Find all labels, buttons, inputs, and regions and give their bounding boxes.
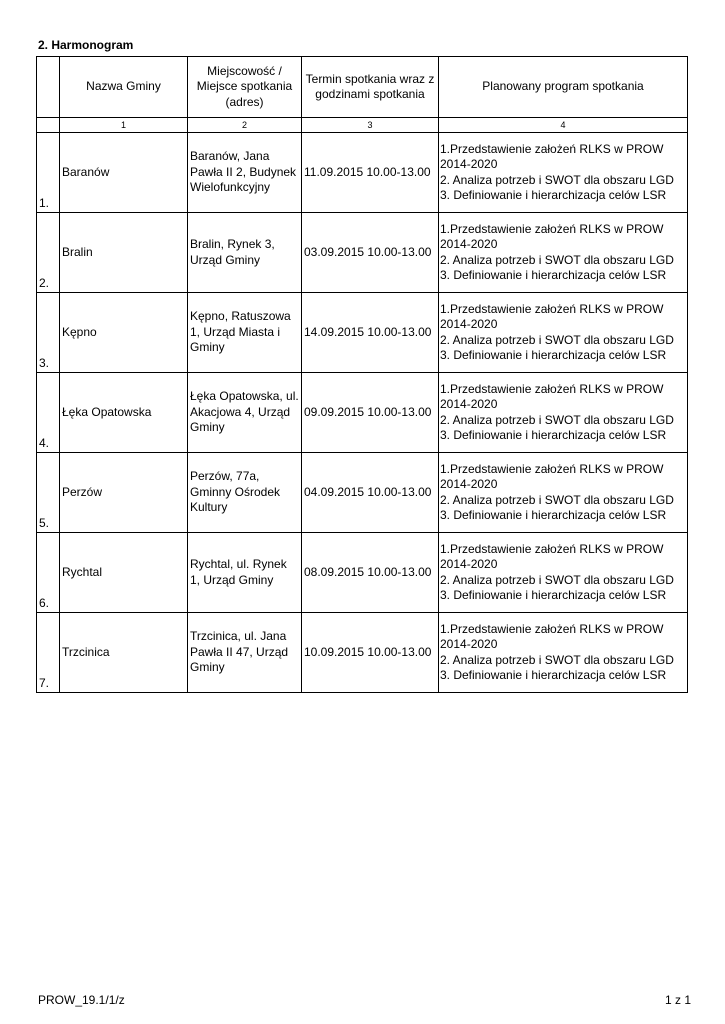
row-number-cell: 2. — [37, 213, 60, 293]
program-line: 2014-2020 — [440, 477, 498, 491]
meeting-program-cell — [439, 533, 688, 613]
gmina-name-cell: Trzcinica — [60, 613, 188, 693]
meeting-place-cell: Kępno, Ratuszowa 1, Urząd Miasta i Gminy — [188, 293, 302, 373]
program-line: 3. Definiowanie i hierarchizacja celów LSR — [440, 668, 667, 682]
row-number-cell: 5. — [37, 453, 60, 533]
program-line: 2. Analiza potrzeb i SWOT dla obszaru LGD — [440, 172, 674, 187]
section-title: 2. Harmonogram — [38, 38, 134, 52]
program-line: 2. Analiza potrzeb i SWOT dla obszaru LGD — [440, 652, 674, 667]
column-number-row — [37, 118, 688, 133]
gmina-name-cell: Łęka Opatowska — [60, 373, 188, 453]
header-lp — [37, 57, 60, 118]
meeting-program-cell — [439, 373, 688, 453]
column-number — [37, 118, 60, 133]
column-number: 4 — [439, 118, 688, 133]
program-line: 2014-2020 — [440, 237, 498, 251]
header-miejsce: Miejscowość / Miejsce spotkania (adres) — [188, 57, 302, 118]
meeting-date-cell: 08.09.2015 10.00-13.00 — [302, 533, 439, 613]
table-row — [37, 373, 688, 453]
meeting-date-cell: 10.09.2015 10.00-13.00 — [302, 613, 439, 693]
meeting-place-cell: Łęka Opatowska, ul. Akacjowa 4, Urząd Gminy — [188, 373, 302, 453]
program-line: 2014-2020 — [440, 557, 498, 571]
header-termin: Termin spotkania wraz z godzinami spotkania — [302, 57, 439, 118]
program-line: 3. Definiowanie i hierarchizacja celów LSR — [440, 588, 667, 602]
table-row — [37, 533, 688, 613]
program-line: 1.Przedstawienie założeń RLKS w PROW — [440, 381, 664, 396]
header-program: Planowany program spotkania — [439, 57, 688, 118]
gmina-name-cell: Perzów — [60, 453, 188, 533]
column-number: 3 — [302, 118, 439, 133]
program-line: 3. Definiowanie i hierarchizacja celów LSR — [440, 268, 667, 282]
table-row — [37, 213, 688, 293]
meeting-place-cell: Rychtal, ul. Rynek 1, Urząd Gminy — [188, 533, 302, 613]
table-row — [37, 613, 688, 693]
meeting-program-cell — [439, 213, 688, 293]
gmina-name-cell: Baranów — [60, 133, 188, 213]
program-line: 1.Przedstawienie założeń RLKS w PROW — [440, 621, 664, 636]
gmina-name-cell: Rychtal — [60, 533, 188, 613]
table-row — [37, 453, 688, 533]
program-line: 2. Analiza potrzeb i SWOT dla obszaru LGD — [440, 332, 674, 347]
meeting-program-cell — [439, 293, 688, 373]
meeting-place-cell: Baranów, Jana Pawła II 2, Budynek Wielofunkcyjny — [188, 133, 302, 213]
program-line: 1.Przedstawienie założeń RLKS w PROW — [440, 541, 664, 556]
program-line: 2014-2020 — [440, 157, 498, 171]
row-number-cell: 6. — [37, 533, 60, 613]
program-line: 2014-2020 — [440, 317, 498, 331]
meeting-date-cell: 03.09.2015 10.00-13.00 — [302, 213, 439, 293]
program-line: 1.Przedstawienie założeń RLKS w PROW — [440, 301, 664, 316]
row-number-cell: 3. — [37, 293, 60, 373]
row-number-cell: 4. — [37, 373, 60, 453]
program-line: 2. Analiza potrzeb i SWOT dla obszaru LGD — [440, 572, 674, 587]
meeting-program-cell — [439, 133, 688, 213]
table-row — [37, 293, 688, 373]
schedule-table — [36, 56, 688, 693]
meeting-date-cell: 14.09.2015 10.00-13.00 — [302, 293, 439, 373]
program-line: 1.Przedstawienie założeń RLKS w PROW — [440, 221, 664, 236]
header-gmina: Nazwa Gminy — [60, 57, 188, 118]
program-line: 3. Definiowanie i hierarchizacja celów LSR — [440, 508, 667, 522]
footer-page-number: 1 z 1 — [664, 993, 691, 1007]
meeting-place-cell: Trzcinica, ul. Jana Pawła II 47, Urząd Gminy — [188, 613, 302, 693]
program-line: 2. Analiza potrzeb i SWOT dla obszaru LGD — [440, 252, 674, 267]
program-line: 2014-2020 — [440, 637, 498, 651]
program-line: 3. Definiowanie i hierarchizacja celów LSR — [440, 348, 667, 362]
table-header-row — [37, 57, 688, 118]
meeting-program-cell — [439, 613, 688, 693]
meeting-date-cell: 09.09.2015 10.00-13.00 — [302, 373, 439, 453]
meeting-date-cell: 04.09.2015 10.00-13.00 — [302, 453, 439, 533]
program-line: 2014-2020 — [440, 397, 498, 411]
program-line: 1.Przedstawienie założeń RLKS w PROW — [440, 141, 664, 156]
table-row — [37, 133, 688, 213]
row-number-cell: 7. — [37, 613, 60, 693]
program-line: 2. Analiza potrzeb i SWOT dla obszaru LGD — [440, 412, 674, 427]
gmina-name-cell: Kępno — [60, 293, 188, 373]
row-number-cell: 1. — [37, 133, 60, 213]
program-line: 1.Przedstawienie założeń RLKS w PROW — [440, 461, 664, 476]
program-line: 2. Analiza potrzeb i SWOT dla obszaru LGD — [440, 492, 674, 507]
meeting-place-cell: Bralin, Rynek 3, Urząd Gminy — [188, 213, 302, 293]
gmina-name-cell: Bralin — [60, 213, 188, 293]
program-line: 3. Definiowanie i hierarchizacja celów LSR — [440, 428, 667, 442]
meeting-place-cell: Perzów, 77a, Gminny Ośrodek Kultury — [188, 453, 302, 533]
program-line: 3. Definiowanie i hierarchizacja celów LSR — [440, 188, 667, 202]
footer-doc-id: PROW_19.1/1/z — [38, 993, 125, 1007]
column-number: 1 — [60, 118, 188, 133]
meeting-program-cell — [439, 453, 688, 533]
meeting-date-cell: 11.09.2015 10.00-13.00 — [302, 133, 439, 213]
column-number: 2 — [188, 118, 302, 133]
